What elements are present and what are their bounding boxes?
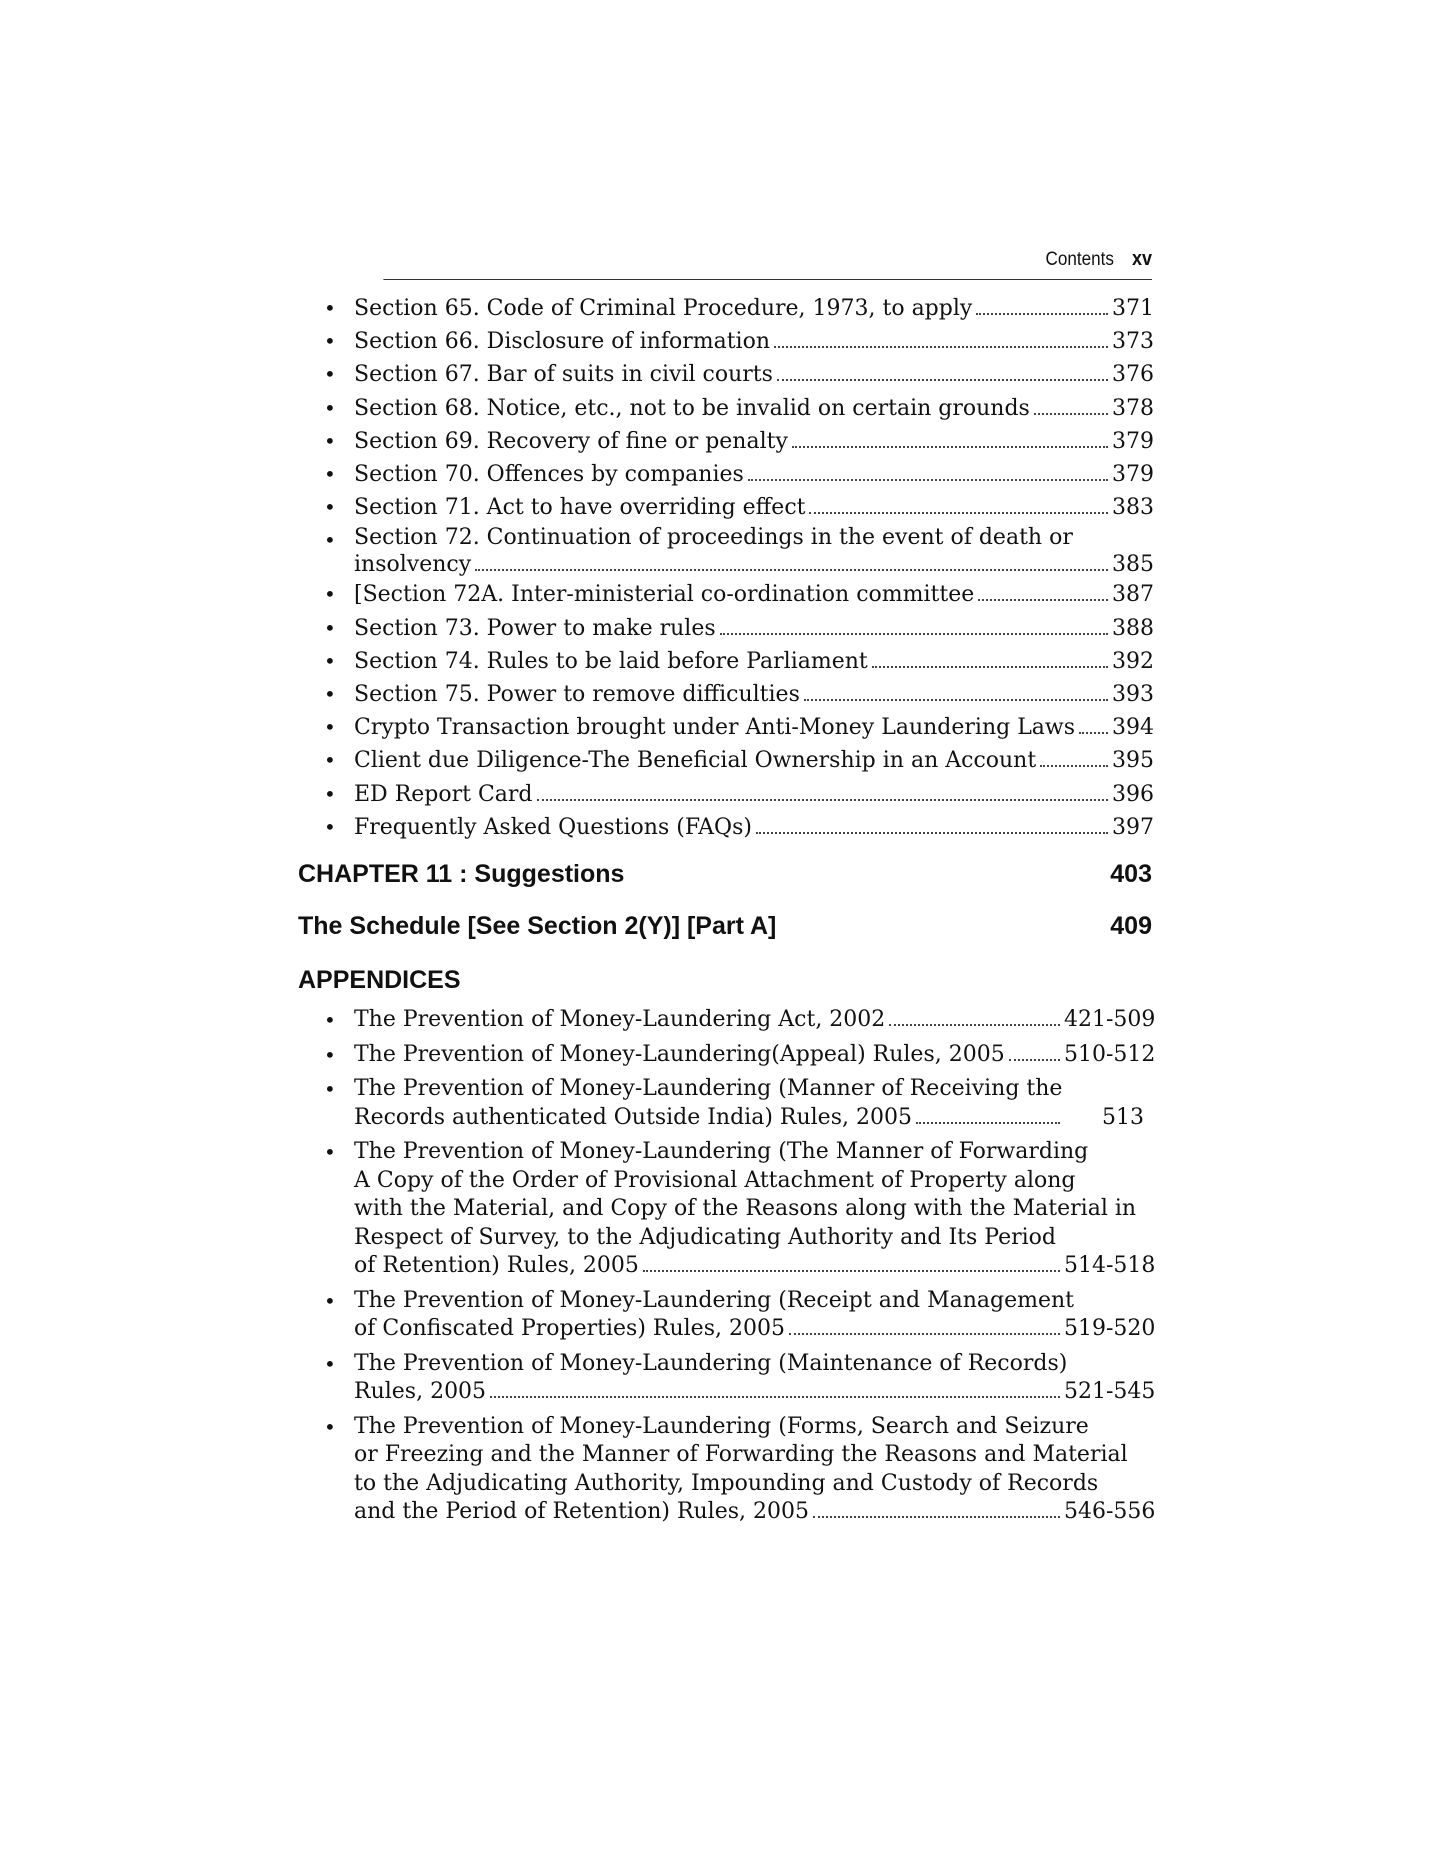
bullet-icon: • — [324, 395, 336, 420]
entry-page: 379 — [1112, 462, 1154, 488]
appendix-page: 421-509 — [1064, 1007, 1156, 1033]
appendix-entry — [298, 1287, 1156, 1344]
entry-title: Section 73. Power to make rules — [354, 615, 716, 641]
entry-title: [Section 72A. Inter-ministerial co-ordination committee — [354, 582, 975, 608]
bullet-icon: • — [324, 1140, 336, 1165]
bullet-icon: • — [324, 748, 336, 773]
bullet-icon: • — [324, 528, 336, 553]
dot-leader — [1040, 765, 1108, 767]
dot-leader — [804, 699, 1108, 701]
toc-entry — [298, 811, 1152, 844]
dot-leader — [774, 346, 1108, 348]
entry-page: 385 — [1112, 552, 1154, 578]
section-entries-list — [298, 292, 1152, 844]
appendix-page: 521-545 — [1064, 1379, 1156, 1405]
dot-leader — [809, 512, 1108, 514]
toc-entry — [298, 292, 1152, 325]
entry-page: 395 — [1112, 748, 1154, 774]
bullet-icon: • — [324, 1077, 336, 1102]
running-header — [383, 248, 1152, 280]
dot-leader — [475, 569, 1108, 571]
toc-entry — [298, 491, 1152, 524]
toc-entry — [298, 524, 1152, 578]
dot-leader — [872, 666, 1108, 668]
appendix-entry — [298, 1350, 1156, 1407]
dot-leader — [792, 446, 1108, 448]
appendix-page: 519-520 — [1064, 1316, 1156, 1342]
dot-leader — [978, 599, 1108, 601]
entry-page: 376 — [1112, 362, 1154, 388]
appendix-title-line: The Prevention of Money-Laundering (The Manner of Forwarding — [354, 1139, 1089, 1165]
bullet-icon: • — [324, 781, 336, 806]
entry-title: Section 65. Code of Criminal Procedure, 1973, to apply — [354, 296, 973, 321]
appendices-list — [298, 1006, 1156, 1527]
appendix-title: Rules, 2005 — [354, 1379, 487, 1405]
bullet-icon: • — [324, 1414, 336, 1439]
toc-entry — [298, 392, 1152, 425]
appendix-title-line: A Copy of the Order of Provisional Attachment of Property along — [354, 1167, 1076, 1193]
schedule-title: The Schedule [See Section 2(Y)] [Part A] — [298, 912, 777, 941]
bullet-icon: • — [324, 715, 336, 740]
bullet-icon: • — [324, 814, 336, 839]
bullet-icon: • — [324, 682, 336, 707]
appendix-title: The Prevention of Money-Laundering Act, 2002 — [354, 1007, 886, 1033]
entry-page: 394 — [1112, 715, 1154, 741]
entry-title: Client due Diligence-The Beneficial Ownership in an Account — [354, 748, 1037, 774]
bullet-icon: • — [324, 428, 336, 453]
entry-page: 388 — [1112, 615, 1154, 641]
appendix-title: The Prevention of Money-Laundering(Appeal) Rules, 2005 — [354, 1041, 1005, 1067]
toc-entry — [298, 678, 1152, 711]
dot-leader — [720, 633, 1108, 635]
bullet-icon: • — [324, 296, 336, 320]
toc-entry — [298, 645, 1152, 678]
entry-title: Section 68. Notice, etc., not to be invalid on certain grounds — [354, 395, 1030, 421]
dot-leader — [1009, 1059, 1060, 1061]
bullet-icon: • — [324, 1042, 336, 1067]
dot-leader — [748, 479, 1108, 481]
entry-page: 379 — [1112, 428, 1154, 454]
bullet-icon: • — [324, 329, 336, 354]
appendix-title-line: to the Adjudicating Authority, Impounding and Custody of Records — [354, 1470, 1099, 1496]
entry-title: Section 74. Rules to be laid before Parliament — [354, 648, 868, 674]
entry-title: insolvency — [354, 552, 472, 578]
schedule-heading — [298, 910, 1152, 942]
entry-title: Crypto Transaction brought under Anti-Money Laundering Laws — [354, 715, 1076, 741]
toc-entry — [298, 711, 1152, 744]
appendix-page: 510-512 — [1064, 1041, 1156, 1067]
dot-leader — [537, 799, 1108, 801]
entry-page: 392 — [1112, 648, 1154, 674]
dot-leader — [1034, 413, 1108, 415]
entry-page: 373 — [1112, 329, 1154, 355]
bullet-icon: • — [324, 615, 336, 640]
appendices-heading: APPENDICES — [298, 966, 461, 995]
dot-leader — [976, 313, 1108, 315]
bullet-icon: • — [324, 462, 336, 487]
entry-title: ED Report Card — [354, 781, 533, 807]
appendix-title-line: The Prevention of Money-Laundering (Maintenance of Records) — [354, 1350, 1068, 1376]
appendix-entry — [298, 1075, 1144, 1132]
appendix-entry — [298, 1041, 1156, 1070]
entry-page: 383 — [1112, 495, 1154, 521]
appendix-entry — [298, 1138, 1156, 1281]
entry-title: Section 71. Act to have overriding effect — [354, 495, 806, 521]
toc-entry — [298, 612, 1152, 645]
toc-page — [298, 248, 1156, 1533]
bullet-icon: • — [324, 582, 336, 607]
bullet-icon: • — [324, 1288, 336, 1313]
appendix-title-line: The Prevention of Money-Laundering (Receipt and Management — [354, 1287, 1075, 1313]
entry-page: 371 — [1112, 296, 1154, 321]
dot-leader — [813, 1516, 1060, 1518]
appendix-entry — [298, 1006, 1156, 1035]
chapter-heading — [298, 858, 1152, 890]
entry-title: Section 70. Offences by companies — [354, 462, 744, 488]
entry-title: Section 67. Bar of suits in civil courts — [354, 362, 773, 388]
toc-entry — [298, 578, 1152, 611]
chapter-page: 403 — [1110, 860, 1152, 889]
schedule-page: 409 — [1110, 912, 1152, 941]
appendix-title-line: with the Material, and Copy of the Reasons along with the Material in — [354, 1196, 1137, 1222]
toc-entry — [298, 458, 1152, 491]
bullet-icon: • — [324, 1351, 336, 1376]
entry-page: 393 — [1112, 682, 1154, 708]
dot-leader — [789, 1333, 1060, 1335]
dot-leader — [916, 1122, 1060, 1124]
entry-title: Section 75. Power to remove difficulties — [354, 682, 800, 708]
entry-title: Section 66. Disclosure of information — [354, 329, 770, 355]
appendix-title: Records authenticated Outside India) Rules, 2005 — [354, 1104, 912, 1130]
appendix-title: of Confiscated Properties) Rules, 2005 — [354, 1316, 785, 1342]
appendix-title-line: The Prevention of Money-Laundering (Manner of Receiving the — [354, 1076, 1063, 1102]
appendix-title-line: The Prevention of Money-Laundering (Forms, Search and Seizure — [354, 1413, 1089, 1439]
entry-title-line: Section 72. Continuation of proceedings in the event of death or — [354, 525, 1073, 551]
dot-leader — [490, 1396, 1060, 1398]
entry-title: Section 69. Recovery of fine or penalty — [354, 428, 788, 454]
appendix-title-line: or Freezing and the Manner of Forwarding the Reasons and Material — [354, 1442, 1128, 1468]
appendix-page: 546-556 — [1064, 1499, 1156, 1525]
entry-page: 378 — [1112, 395, 1154, 421]
bullet-icon: • — [324, 495, 336, 520]
bullet-icon: • — [324, 1008, 336, 1033]
toc-entry — [298, 325, 1152, 358]
dot-leader — [643, 1270, 1060, 1272]
dot-leader — [777, 379, 1108, 381]
appendix-title-line: Respect of Survey, to the Adjudicating Authority and Its Period — [354, 1224, 1056, 1250]
toc-entry — [298, 744, 1152, 777]
toc-entry — [298, 425, 1152, 458]
appendix-title: and the Period of Retention) Rules, 2005 — [354, 1499, 810, 1525]
appendix-page: 514-518 — [1064, 1253, 1156, 1279]
toc-entry — [298, 778, 1152, 811]
entry-page: 396 — [1112, 781, 1154, 807]
dot-leader — [756, 832, 1108, 834]
header-page-number: xv — [1131, 248, 1152, 270]
bullet-icon: • — [324, 648, 336, 673]
header-label: Contents — [1045, 249, 1114, 270]
entry-page: 387 — [1112, 582, 1154, 608]
entry-title: Frequently Asked Questions (FAQs) — [354, 814, 752, 840]
chapter-title: CHAPTER 11 : Suggestions — [298, 860, 625, 889]
appendix-page: 513 — [1102, 1104, 1144, 1130]
bullet-icon: • — [324, 362, 336, 387]
appendix-entry — [298, 1413, 1156, 1527]
entry-page: 397 — [1112, 814, 1154, 840]
dot-leader — [1079, 732, 1108, 734]
appendix-title: of Retention) Rules, 2005 — [354, 1253, 639, 1279]
toc-entry — [298, 358, 1152, 391]
dot-leader — [889, 1024, 1060, 1026]
